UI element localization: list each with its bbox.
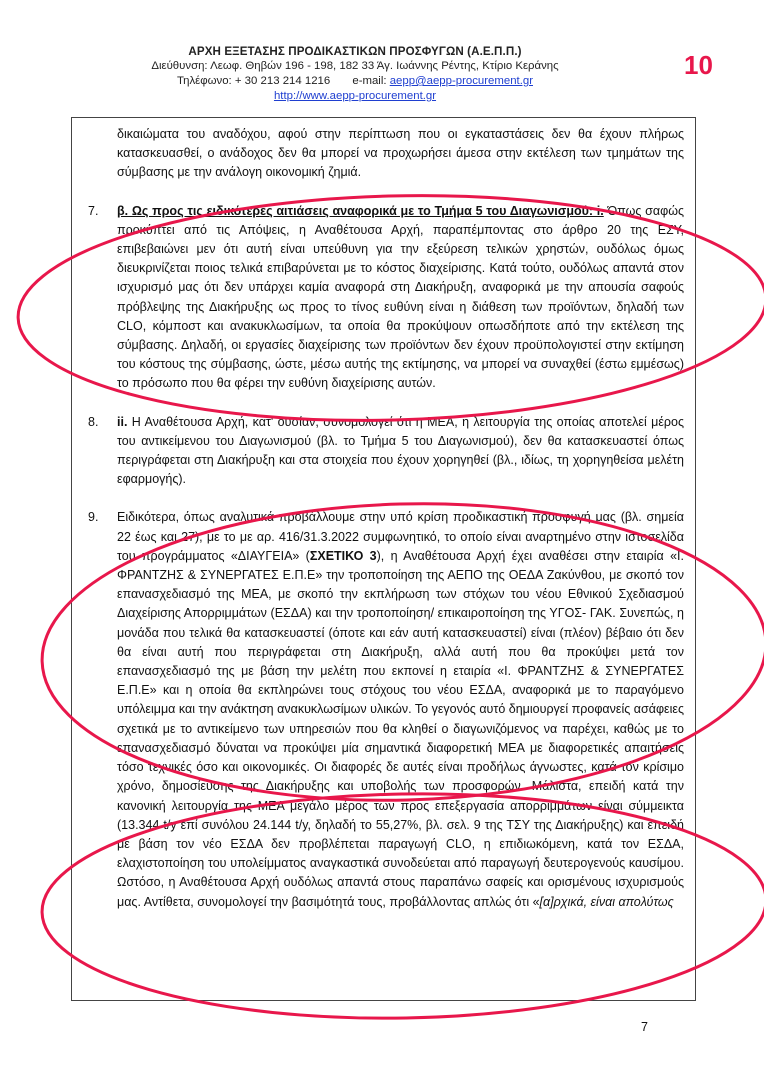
continued-paragraph: δικαιώματα του αναδόχου, αφού στην περίπτωση που οι εγκαταστάσεις δεν θα έχουν πλήρως κατασκευασθεί, ο ανάδοχος δεν θα μπορεί να προχωρήσει άμεσα στην εκτέλεση των τμημάτων της σύμβασης με την ανάλογη οικονομική ζημιά.	[117, 127, 684, 180]
paragraph-heading: β. Ως προς τις ειδικότερες αιτιάσεις αναφορικά με το Τμήμα 5 του Διαγωνισμού: i.	[117, 203, 604, 218]
paragraph-body: Όπως σαφώς προκύπτει από τις Απόψεις, η Αναθέτουσα Αρχή, παραπέμποντας στο άρθρο 20 της ΕΣΥ, επιβεβαιώνει μεν ότι αυτή είναι υπεύθυνη για την εξεύρεση τελικών χρηστών, ουδόλως όμως διευκρινίζεται ποιος τελικά επιβαρύνεται με το κόστος διαχείρισης. Κατά τούτο, ουδόλως απαντά στον ισχυρισμό μας ότι δεν υπάρχει καμία αναφορά στη Διακήρυξη, αναφορικά με την απουσία σαφούς πρόβλεψης της Διακήρυξης ως προς το τίνος ευθύνη είναι η διάθεση των προϊόντων, δηλαδή των CLO, κόμποστ και ανακυκλωσίμων, τα οποία θα προκύψουν οπωσδήποτε από την εκτέλεση της σύμβασης. Δηλαδή, οι εργασίες διαχείρισης των προϊόντων δεν έχουν προϋπολογιστεί στην εκτίμηση του κόστους της σύμβασης, ώστε, μέσω αυτής της εκτίμησης, να μπορεί να συναχθεί (έστω εμμέσως) το πρόσωπο που θα φέρει την ευθύνη διαχείρισης αυτών.	[117, 203, 684, 391]
paragraph-8	[88, 413, 684, 490]
website-link[interactable]: http://www.aepp-procurement.gr	[273, 90, 437, 102]
document-body	[88, 125, 684, 912]
email-link[interactable]: aepp@aepp-procurement.gr	[389, 75, 533, 87]
quoted-text: [α]ρχικά, είναι απολύτως	[539, 894, 674, 909]
paragraph-lead: ii.	[117, 414, 128, 429]
page-badge: 10	[684, 50, 713, 80]
contact-line	[120, 74, 590, 89]
paragraph-7	[88, 202, 684, 394]
paragraph-number: 7.	[88, 203, 99, 218]
phone-text: Τηλέφωνο: + 30 213 214 1216	[177, 75, 331, 87]
paragraph-body-part2: ), η Αναθέτουσα Αρχή έχει αναθέσει στην εταιρία «Ι. ΦΡΑΝΤΖΗΣ & ΣΥΝΕΡΓΑΤΕΣ Ε.Π.Ε» την τροποποίηση της ΑΕΠΟ της ΟΕΔΑ Ζακύνθου, με σκοπό τον επανασχεδιασμό της ΜΕΑ, με σκοπό την εκπλήρωση των στόχων του νέου Εθνικού Σχεδιασμού Διαχείρισης Απορριμμάτων (ΕΣΔΑ) και την τροποποίηση/ επικαιροποίηση της ΥΓΟΣ- ΓΑΚ. Συνεπώς, η μονάδα που τελικά θα κατασκευαστεί (όποτε και εάν αυτή κατασκευαστεί) είναι (πλέον) βέβαιο ότι δεν θα είναι αυτή που περιγράφεται στη Διακήρυξη, αλλά αυτή που θα προκύψει μετά τον επανασχεδιασμό της με βάση την μελέτη που εκπονεί η εταιρία «Ι. ΦΡΑΝΤΖΗΣ & ΣΥΝΕΡΓΑΤΕΣ Ε.Π.Ε» και η οποία θα εκπληρώνει τους στόχους του νέου ΕΣΔΑ, αναφορικά με το παραγόμενο υπόλειμμα και την ανάκτηση ανακυκλωσίμων υλικών. Το γεγονός αυτό δημιουργεί προφανείς ασάφειες σχετικά με το αντικείμενο των υπηρεσιών που θα κληθεί ο διαγωνιζόμενος να παρέχει, καθώς με το επανασχεδιασμό δύναται να προκύψει μία σημαντικά διαφορετική ΜΕΑ με διαφορετικές απαιτήσεις τόσο τεχνικές όσο και οικονομικές. Οι διαφορές δε αυτές είναι προδήλως άγνωστες, κατά τον κρίσιμο χρόνο, δημοσίευσης της Διακήρυξης και υποβολής των προσφορών. Μάλιστα, επειδή κατά την κανονική λειτουργία της ΜΕΑ μεγάλο μέρος των προς επεξεργασία απορριμμάτων είναι σύμμεικτα (13.344 t/y επί συνόλου 24.144 t/y, δηλαδή το 55,27%, βλ. σελ. 9 της ΤΣΥ της Διακήρυξης) και επειδή με βάση τον νέο ΕΣΔΑ δεν προβλέπεται παραγωγή CLO, η επιδιωκόμενη, κατά τον ΕΣΔΑ, ελαχιστοποίηση του υπολείμματος αναγκαστικά συνοδεύεται από παραγωγή δευτερογενούς καυσίμου. Ωστόσο, η Αναθέτουσα Αρχή ουδόλως απαντά στους παραπάνω σαφείς και ορισμένους ισχυρισμούς μας. Αντίθετα, συνομολογεί την βασιμότητά τους, προβάλλοντας απλώς ότι «	[117, 548, 684, 909]
paragraph-number: 9.	[88, 510, 99, 525]
paragraph-body: Η Αναθέτουσα Αρχή, κατ' ουσίαν, συνομολογεί ότι η ΜΕΑ, η λειτουργία της οποίας αποτελεί μέρος του αντικείμενου του Διαγωνισμού (βλ. το Τμήμα 5 του Διαγωνισμού), δεν θα κατασκευαστεί όπως περιγράφεται στη Διακήρυξη και στα στοιχεία που έχουν χορηγηθεί (βλ., ιδίως, τη χορηγηθείσα μελέτη εφαρμογής).	[117, 414, 684, 487]
page-number: 7	[641, 1020, 648, 1034]
paragraph-9	[88, 508, 684, 911]
reference-label: ΣΧΕΤΙΚΟ 3	[309, 548, 377, 563]
email-label: e-mail:	[352, 75, 387, 87]
paragraph-body-part1: Ειδικότερα, όπως αναλυτικά προβάλλουμε στην υπό κρίση προδικαστική προσφυγή μας (βλ. σημεία 22 έως και 27), με το με αρ. 416/31.3.2022 συμφωνητικό, το οποίο είναι αναρτημένο στην ιστοσελίδα του προγράμματος «ΔΙΑΥΓΕΙΑ» (	[117, 510, 684, 563]
paragraph-number: 8.	[88, 414, 99, 429]
authority-name: ΑΡΧΗ ΕΞΕΤΑΣΗΣ ΠΡΟΔΙΚΑΣΤΙΚΩΝ ΠΡΟΣΦΥΓΩΝ (Α.Ε.Π.Π.)	[188, 45, 522, 58]
address-line: Διεύθυνση: Λεωφ. Θηβών 196 - 198, 182 33 Άγ. Ιωάννης Ρέντης, Κτίριο Κεράνης	[151, 60, 559, 72]
document-header	[120, 44, 590, 104]
